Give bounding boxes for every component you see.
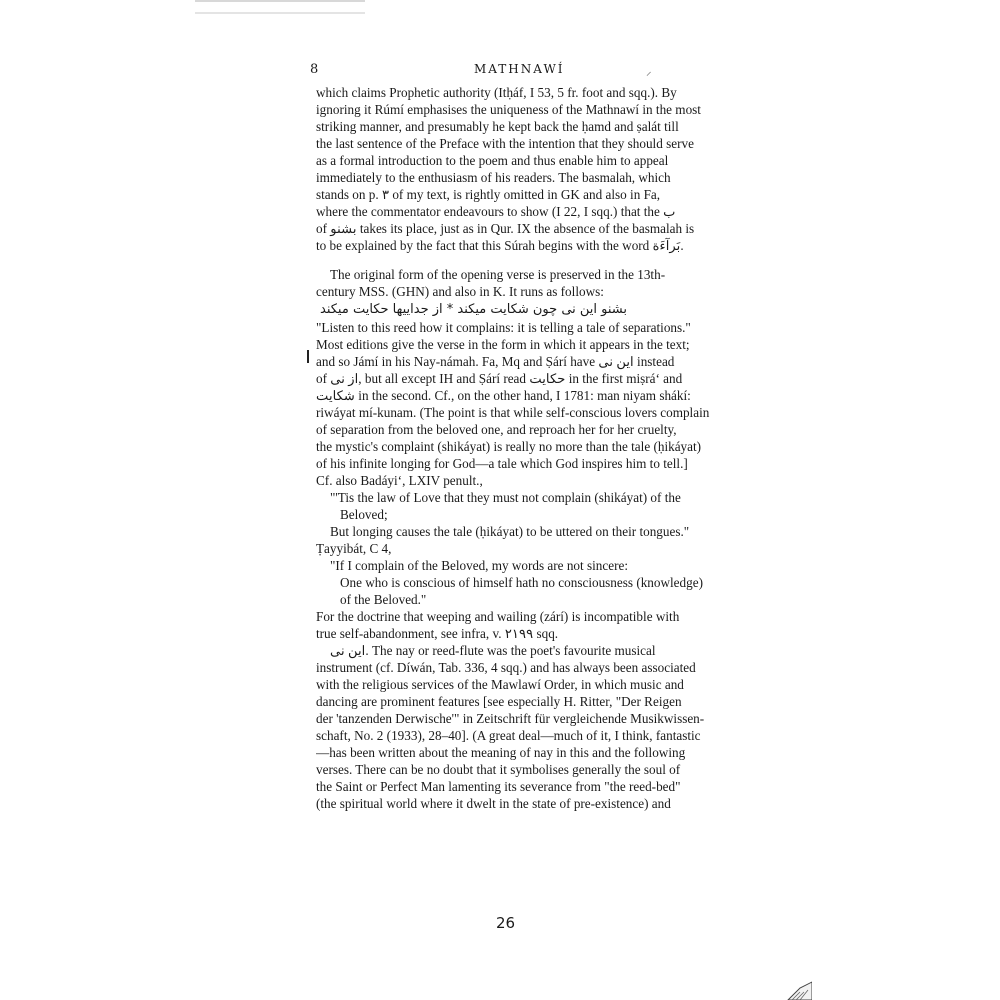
page-header bbox=[310, 62, 740, 84]
text-line: instrument (cf. Díwán, Tab. 336, 4 sqq.) and has always been associated bbox=[316, 660, 696, 675]
text-line: of his infinite longing for God—a tale which God inspires him to tell.] bbox=[316, 456, 688, 471]
paragraph-1 bbox=[316, 84, 740, 254]
page-corner-curl-icon bbox=[786, 978, 812, 1000]
text-line: der 'tanzenden Derwische'" in Zeitschrift für vergleichende Musikwissen- bbox=[316, 711, 705, 726]
text-line: the Saint or Perfect Man lamenting its severance from "the reed-bed" bbox=[316, 779, 681, 794]
text-line: as a formal introduction to the poem and thus enable him to appeal bbox=[316, 153, 669, 168]
text-line: striking manner, and presumably he kept back the ḥamd and ṣalát till bbox=[316, 119, 679, 134]
arabic-verse: بشنو این نی چون شکایت میکند * از جداییها حکایت میکند bbox=[320, 302, 628, 317]
paragraph-3 bbox=[316, 319, 740, 489]
text-line: of بشنو takes its place, just as in Qur. IX the absence of the basmalah is bbox=[316, 221, 695, 236]
stray-mark: ⸝ bbox=[646, 65, 652, 78]
page-number: 8 bbox=[310, 62, 319, 77]
text-line: "Listen to this reed how it complains: it is telling a tale of separations." bbox=[316, 320, 691, 335]
paragraph-2 bbox=[316, 266, 740, 300]
text-line: "'Tis the law of Love that they must not complain (shikáyat) of the bbox=[330, 490, 681, 505]
page-text-block bbox=[310, 62, 740, 812]
text-line: —has been written about the meaning of nay in this and the following bbox=[316, 745, 686, 760]
text-line: Ṭayyibát, C 4, bbox=[316, 541, 392, 556]
text-line: One who is conscious of himself hath no consciousness (knowledge) bbox=[340, 575, 703, 590]
text-line: verses. There can be no doubt that it symbolises generally the soul of bbox=[316, 762, 681, 777]
margin-bar-mark bbox=[307, 350, 309, 363]
text-line: ignoring it Rúmí emphasises the uniqueness of the Mathnawí in the most bbox=[316, 102, 701, 117]
text-line: Beloved; bbox=[340, 507, 388, 522]
text-line: But longing causes the tale (ḥikáyat) to be uttered on their tongues." bbox=[330, 524, 690, 539]
running-head: MATHNAWÍ bbox=[474, 62, 565, 76]
paragraph-5 bbox=[316, 642, 740, 812]
text-line: riwáyat mí-kunam. (The point is that while self-conscious lovers complain bbox=[316, 405, 710, 420]
text-line: of از نی, but all except IH and Ṣárí read حکایت in the first miṣrá‘ and bbox=[316, 371, 683, 386]
footer-page-number: 26 bbox=[496, 914, 516, 932]
text-line: century MSS. (GHN) and also in K. It runs as follows: bbox=[316, 284, 604, 299]
text-line: true self-abandonment, see infra, v. ٢١٩٩ sqq. bbox=[316, 626, 559, 641]
text-line: of separation from the beloved one, and reproach her for her cruelty, bbox=[316, 422, 677, 437]
citation bbox=[316, 540, 740, 557]
text-line: the last sentence of the Preface with the intention that they should serve bbox=[316, 136, 694, 151]
paragraph-4 bbox=[316, 608, 740, 642]
text-line: schaft, No. 2 (1933), 28–40]. (A great deal—much of it, I think, fantastic bbox=[316, 728, 701, 743]
text-line: dancing are prominent features [see especially H. Ritter, "Der Reigen bbox=[316, 694, 682, 709]
text-line: Cf. also Badáyi‘, LXIV penult., bbox=[316, 473, 483, 488]
text-line: شکایت in the second. Cf., on the other hand, I 1781: man niyam shákí: bbox=[316, 388, 691, 403]
text-line: which claims Prophetic authority (Itḥáf, I 53, 5 fr. foot and sqq.). By bbox=[316, 85, 677, 100]
text-line: The original form of the opening verse is preserved in the 13th- bbox=[330, 267, 666, 282]
top-edge-marks bbox=[195, 0, 365, 14]
text-line: the mystic's complaint (shikáyat) is really no more than the tale (ḥikáyat) bbox=[316, 439, 702, 454]
text-line: stands on p. ٣ of my text, is rightly omitted in GK and also in Fa, bbox=[316, 187, 661, 202]
text-line: and so Jámí in his Nay-námah. Fa, Mq and Ṣárí have این نی instead bbox=[316, 354, 675, 369]
text-line: of the Beloved." bbox=[340, 592, 427, 607]
text-line: "If I complain of the Beloved, my words are not sincere: bbox=[330, 558, 628, 573]
text-line: این نی. The nay or reed-flute was the poet's favourite musical bbox=[330, 643, 656, 658]
text-line: immediately to the enthusiasm of his readers. The basmalah, which bbox=[316, 170, 671, 185]
text-line: For the doctrine that weeping and wailing (zárí) is incompatible with bbox=[316, 609, 680, 624]
text-line: to be explained by the fact that this Súrah begins with the word بَرآءَة. bbox=[316, 238, 684, 253]
quotation-2 bbox=[316, 557, 740, 608]
text-line: (the spiritual world where it dwelt in the state of pre-existence) and bbox=[316, 796, 671, 811]
text-line: with the religious services of the Mawlawí Order, in which music and bbox=[316, 677, 684, 692]
quotation-1 bbox=[316, 489, 740, 540]
text-line: where the commentator endeavours to show (I 22, I sqq.) that the ب bbox=[316, 204, 676, 219]
text-line: Most editions give the verse in the form in which it appears in the text; bbox=[316, 337, 690, 352]
